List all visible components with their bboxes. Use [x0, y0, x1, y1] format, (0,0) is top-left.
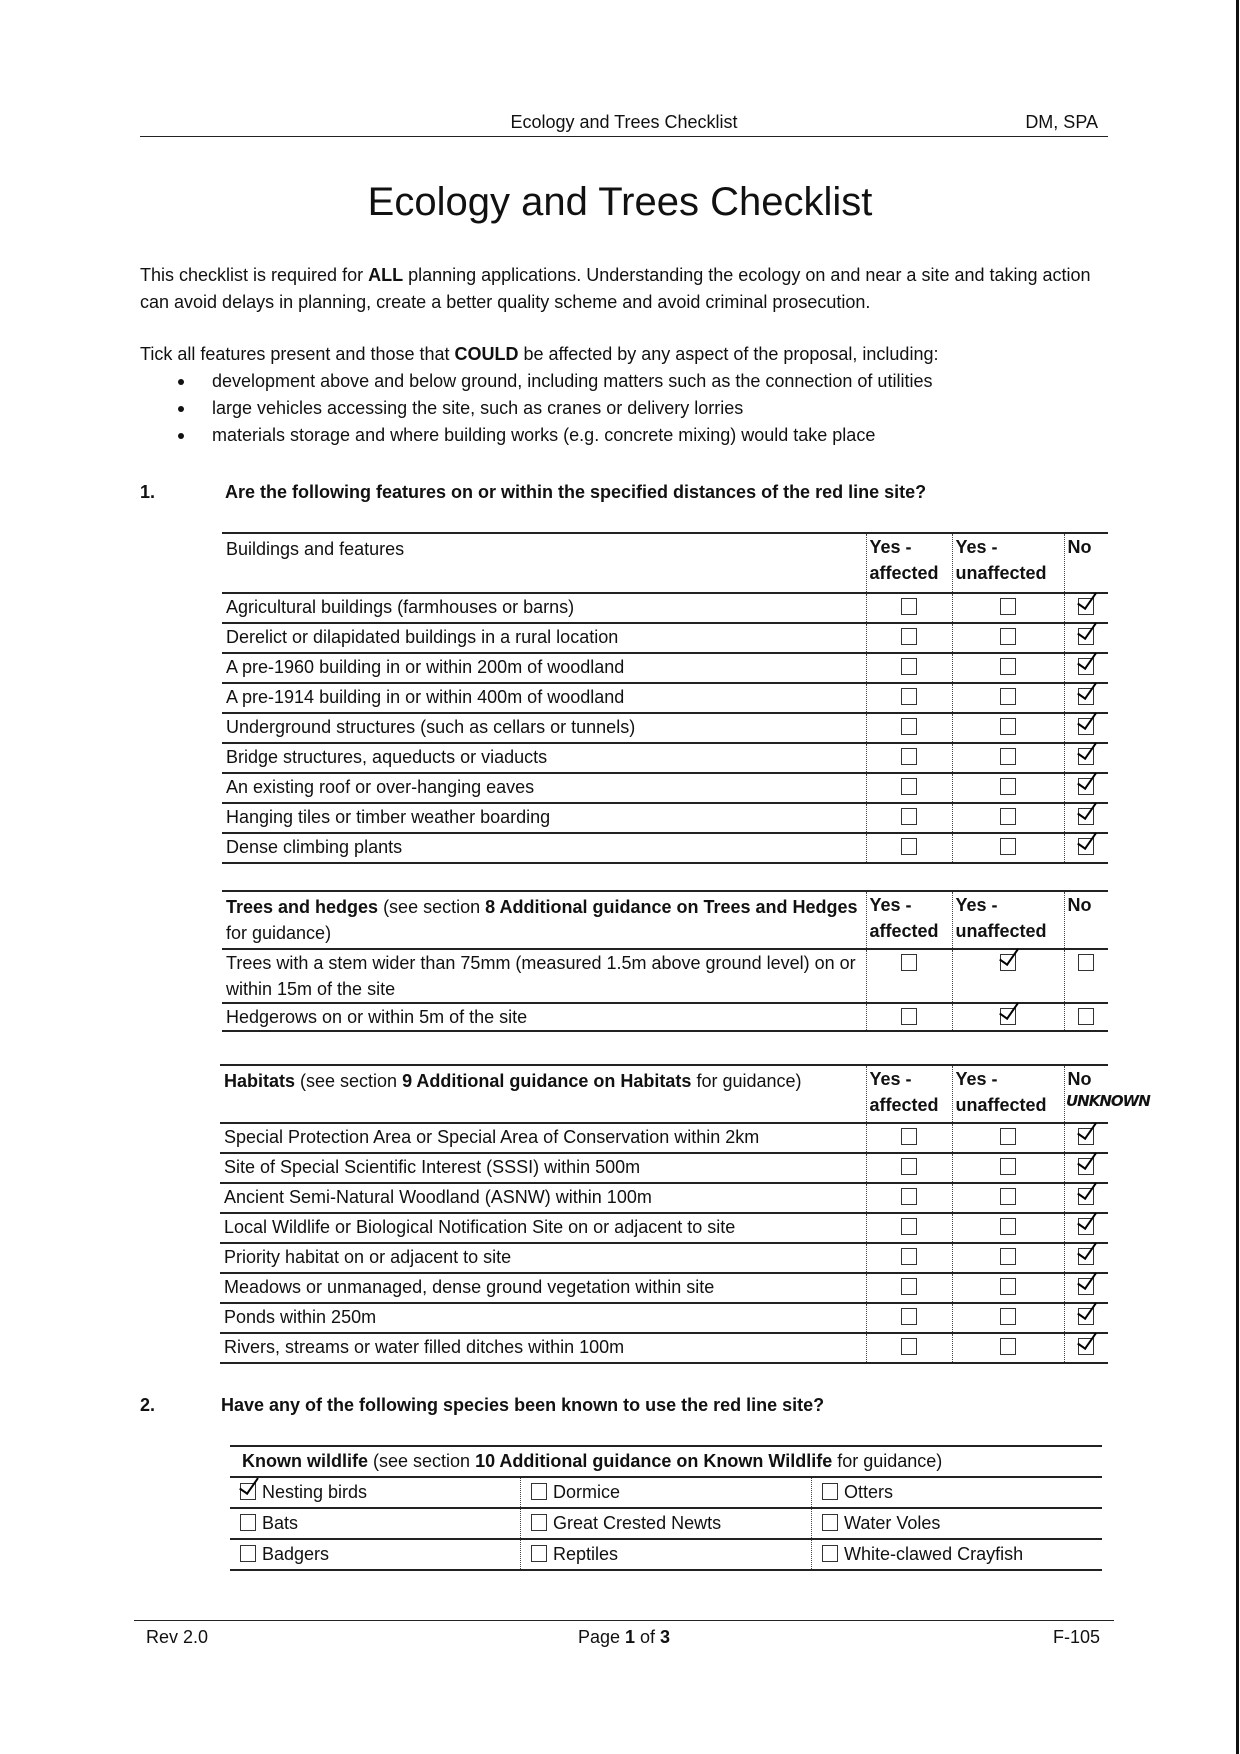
col-no: No: [1064, 891, 1108, 949]
cell-yes-affected: [866, 949, 952, 1003]
cell-yes-unaffected: [952, 683, 1064, 713]
row-label: Ponds within 250m: [220, 1303, 866, 1333]
checkbox-icon[interactable]: [901, 1218, 917, 1235]
cell-no: [1064, 949, 1108, 1003]
cell-yes-affected: [866, 773, 952, 803]
table-row: [222, 683, 1108, 713]
habitats-table: [220, 1064, 1108, 1364]
wildlife-label: Otters: [844, 1482, 894, 1502]
cell-yes-unaffected: [952, 1183, 1064, 1213]
cell-no: [1064, 1303, 1108, 1333]
cell-no: [1064, 653, 1108, 683]
cell-no: [1064, 593, 1108, 623]
wildlife-label: Great Crested Newts: [553, 1513, 722, 1533]
col-label: unaffected: [955, 1095, 1047, 1115]
cell-yes-affected: [866, 653, 952, 683]
row-label: Derelict or dilapidated buildings in a rural location: [222, 623, 866, 653]
checkbox-icon[interactable]: [822, 1545, 838, 1562]
table-row: [220, 1303, 1108, 1333]
question-text: Have any of the following species been known to use the red line site?: [221, 1395, 825, 1415]
row-label: Meadows or unmanaged, dense ground vegetation within site: [220, 1273, 866, 1303]
cell-yes-affected: [866, 1123, 952, 1153]
row-label: Special Protection Area or Special Area of Conservation within 2km: [220, 1123, 866, 1153]
page-of: of: [635, 1627, 661, 1647]
buildings-table: [222, 532, 1108, 864]
table-row: [222, 1003, 1108, 1031]
row-label: Underground structures (such as cellars or tunnels): [222, 713, 866, 743]
checkbox-icon[interactable]: [901, 838, 917, 855]
cell-no: [1064, 1123, 1108, 1153]
tick-text: Tick all features present and those that: [140, 344, 455, 364]
cell-yes-unaffected: [952, 1273, 1064, 1303]
cell-yes-affected: [866, 1273, 952, 1303]
heading-bold: 9 Additional guidance on Habitats: [402, 1071, 692, 1091]
table-row: [220, 1243, 1108, 1273]
cell-yes-affected: [866, 713, 952, 743]
row-label: Trees with a stem wider than 75mm (measured 1.5m above ground level) on or within 15m of the site: [222, 949, 866, 1003]
table-row: [222, 949, 1108, 1003]
checkbox-icon[interactable]: [1000, 688, 1016, 705]
table-row: [220, 1123, 1108, 1153]
checkbox-icon[interactable]: [901, 598, 917, 615]
row-label: Priority habitat on or adjacent to site: [220, 1243, 866, 1273]
checked-checkbox-icon[interactable]: [1078, 808, 1094, 825]
wildlife-option[interactable]: [521, 1477, 812, 1508]
col-yes-affected: [866, 533, 952, 593]
checkbox-icon[interactable]: [901, 1188, 917, 1205]
checkbox-icon[interactable]: [240, 1545, 256, 1562]
cell-no: [1064, 1333, 1108, 1363]
cell-no: [1064, 713, 1108, 743]
checkbox-icon[interactable]: [1000, 628, 1016, 645]
habitats-heading: [220, 1065, 866, 1123]
row-label: Dense climbing plants: [222, 833, 866, 863]
checkbox-icon[interactable]: [531, 1514, 547, 1531]
cell-yes-affected: [866, 1003, 952, 1031]
wildlife-label: Bats: [262, 1513, 299, 1533]
checkbox-icon[interactable]: [901, 718, 917, 735]
question-number: 1.: [140, 482, 156, 502]
cell-yes-unaffected: [952, 1213, 1064, 1243]
checkbox-icon[interactable]: [901, 1008, 917, 1025]
row-label: A pre-1960 building in or within 200m of woodland: [222, 653, 866, 683]
checkbox-icon[interactable]: [901, 1248, 917, 1265]
tick-text-rest: be affected by any aspect of the proposal, including:: [518, 344, 939, 364]
checked-checkbox-icon[interactable]: [240, 1483, 256, 1500]
table-row: [222, 623, 1108, 653]
header-title: Ecology and Trees Checklist: [510, 112, 738, 132]
cell-yes-unaffected: [952, 1303, 1064, 1333]
wildlife-label: Reptiles: [553, 1544, 619, 1564]
row-label: An existing roof or over-hanging eaves: [222, 773, 866, 803]
checked-checkbox-icon[interactable]: [1078, 1158, 1094, 1175]
table-row: [230, 1508, 1102, 1539]
cell-yes-affected: [866, 623, 952, 653]
wildlife-option[interactable]: [230, 1539, 521, 1570]
cell-yes-affected: [866, 833, 952, 863]
cell-yes-unaffected: [952, 1333, 1064, 1363]
checkbox-icon[interactable]: [1000, 1188, 1016, 1205]
list-item-text: large vehicles accessing the site, such as cranes or delivery lorries: [212, 398, 744, 418]
wildlife-option[interactable]: [812, 1539, 1102, 1570]
checkbox-icon[interactable]: [1000, 1308, 1016, 1325]
intro-emphasis: ALL: [368, 265, 404, 285]
row-label: Rivers, streams or water filled ditches within 100m: [220, 1333, 866, 1363]
checkbox-icon[interactable]: [1000, 1278, 1016, 1295]
wildlife-label: Dormice: [553, 1482, 621, 1502]
checkbox-icon[interactable]: [1000, 1158, 1016, 1175]
checked-checkbox-icon[interactable]: [1078, 748, 1094, 765]
heading-bold: Known wildlife: [242, 1451, 368, 1471]
cell-no: [1064, 1183, 1108, 1213]
checkbox-icon[interactable]: [901, 778, 917, 795]
table-header-row: [220, 1065, 1108, 1123]
handwritten-unknown-note: UNKNOWN: [1066, 1092, 1150, 1110]
wildlife-option[interactable]: [521, 1508, 812, 1539]
col-no: No: [1064, 533, 1108, 593]
table-header-row: [222, 891, 1108, 949]
table-header-row: [222, 533, 1108, 593]
col-yes-affected: [866, 891, 952, 949]
col-label: Yes -: [869, 537, 912, 557]
heading-bold: 8 Additional guidance on Trees and Hedges: [485, 897, 858, 917]
question-text: Are the following features on or within the specified distances of the red line site?: [225, 482, 927, 502]
cell-yes-affected: [866, 593, 952, 623]
checked-checkbox-icon[interactable]: [1078, 778, 1094, 795]
checkbox-icon[interactable]: [1000, 838, 1016, 855]
scan-page-edge: [1236, 0, 1239, 1754]
checkbox-icon[interactable]: [1000, 658, 1016, 675]
table-row: [220, 1153, 1108, 1183]
cell-yes-affected: [866, 1333, 952, 1363]
heading-text: (see section: [368, 1451, 476, 1471]
heading-text: for guidance): [691, 1071, 802, 1091]
header-code: DM, SPA: [1025, 112, 1098, 132]
checkbox-icon[interactable]: [901, 954, 917, 971]
cell-yes-unaffected: [952, 1153, 1064, 1183]
checkbox-icon[interactable]: [901, 658, 917, 675]
checked-checkbox-icon[interactable]: [1000, 1008, 1016, 1025]
checked-checkbox-icon[interactable]: [1078, 1188, 1094, 1205]
table-row: [222, 713, 1108, 743]
col-label: affected: [869, 921, 939, 941]
total-pages: 3: [660, 1627, 671, 1647]
table-row: [220, 1273, 1108, 1303]
cell-yes-unaffected: [952, 803, 1064, 833]
intro-paragraph: [140, 262, 1100, 316]
checkbox-icon[interactable]: [1078, 954, 1094, 971]
checked-checkbox-icon[interactable]: [1000, 954, 1016, 971]
cell-no: [1064, 1243, 1108, 1273]
wildlife-label: White-clawed Crayfish: [844, 1544, 1024, 1564]
intro-text: This checklist is required for: [140, 265, 369, 285]
trees-table: [222, 890, 1108, 1032]
cell-no: [1064, 833, 1108, 863]
checkbox-icon[interactable]: [1000, 808, 1016, 825]
checkbox-icon[interactable]: [1000, 748, 1016, 765]
running-header: [140, 110, 1108, 137]
table-row: [222, 743, 1108, 773]
checkbox-icon[interactable]: [901, 748, 917, 765]
list-item: [140, 422, 1100, 449]
col-label: Yes -: [869, 895, 912, 915]
table-row: [230, 1539, 1102, 1570]
cell-no: [1064, 1003, 1108, 1031]
col-yes-affected: [866, 1065, 952, 1123]
checked-checkbox-icon[interactable]: [1078, 718, 1094, 735]
wildlife-heading: [230, 1446, 1102, 1477]
checkbox-icon[interactable]: [1000, 1128, 1016, 1145]
cell-yes-unaffected: [952, 713, 1064, 743]
checked-checkbox-icon[interactable]: [1078, 1338, 1094, 1355]
checkbox-icon[interactable]: [901, 1128, 917, 1145]
cell-yes-affected: [866, 743, 952, 773]
checked-checkbox-icon[interactable]: [1078, 658, 1094, 675]
checkbox-icon[interactable]: [901, 1158, 917, 1175]
cell-yes-affected: [866, 683, 952, 713]
cell-yes-unaffected: [952, 773, 1064, 803]
cell-yes-unaffected: [952, 653, 1064, 683]
table-row: [230, 1477, 1102, 1508]
current-page: 1: [625, 1627, 636, 1647]
col-yes-unaffected: [952, 533, 1064, 593]
checkbox-icon[interactable]: [901, 628, 917, 645]
checkbox-icon[interactable]: [1000, 1248, 1016, 1265]
row-label: Hedgerows on or within 5m of the site: [222, 1003, 866, 1031]
wildlife-label: Badgers: [262, 1544, 330, 1564]
heading-bold: Trees and hedges: [226, 897, 379, 917]
revision: Rev 2.0: [146, 1627, 209, 1647]
col-label: Yes -: [955, 537, 998, 557]
heading-bold: 10 Additional guidance on Known Wildlife: [475, 1451, 833, 1471]
wildlife-label: Nesting birds: [262, 1482, 368, 1502]
bullet-icon: [178, 379, 184, 385]
checked-checkbox-icon[interactable]: [1078, 1248, 1094, 1265]
heading-text: for guidance): [226, 923, 332, 943]
table-row: [220, 1213, 1108, 1243]
checked-checkbox-icon[interactable]: [1078, 1278, 1094, 1295]
table-row: [222, 803, 1108, 833]
heading-text: (see section: [295, 1071, 403, 1091]
table-row: [220, 1333, 1108, 1363]
cell-no: [1064, 1153, 1108, 1183]
list-item: [140, 368, 1100, 395]
checkbox-icon[interactable]: [1078, 1008, 1094, 1025]
list-item-text: development above and below ground, including matters such as the connection of utilities: [212, 371, 933, 391]
tick-emphasis: COULD: [454, 344, 519, 364]
cell-yes-unaffected: [952, 593, 1064, 623]
col-yes-unaffected: [952, 891, 1064, 949]
wildlife-label: Water Voles: [844, 1513, 941, 1533]
cell-no: [1064, 1273, 1108, 1303]
checkbox-icon[interactable]: [1000, 718, 1016, 735]
cell-yes-affected: [866, 1183, 952, 1213]
col-label: Yes -: [955, 895, 998, 915]
proposal-aspects-list: [140, 368, 1100, 449]
checked-checkbox-icon[interactable]: [1078, 838, 1094, 855]
cell-yes-affected: [866, 1303, 952, 1333]
intro-text-rest: planning applications. Understanding the ecology on and near a site and taking action can avoid delays in planning, create a better quality scheme and avoid criminal prosecution.: [140, 265, 1091, 312]
checkbox-icon[interactable]: [901, 1278, 917, 1295]
checkbox-icon[interactable]: [531, 1483, 547, 1500]
list-item: [140, 395, 1100, 422]
checked-checkbox-icon[interactable]: [1078, 598, 1094, 615]
table-header-row: [230, 1446, 1102, 1477]
col-no: No: [1064, 1065, 1108, 1123]
cell-yes-unaffected: [952, 743, 1064, 773]
checked-checkbox-icon[interactable]: [1078, 628, 1094, 645]
table-row: [222, 593, 1108, 623]
col-label: unaffected: [955, 563, 1047, 583]
row-label: Bridge structures, aqueducts or viaducts: [222, 743, 866, 773]
wildlife-option[interactable]: [230, 1508, 521, 1539]
checkbox-icon[interactable]: [240, 1514, 256, 1531]
page-label: Page: [577, 1627, 625, 1647]
col-label: Yes -: [955, 1069, 998, 1089]
row-label: Agricultural buildings (farmhouses or barns): [222, 593, 866, 623]
cell-yes-unaffected: [952, 833, 1064, 863]
cell-yes-unaffected: [952, 1243, 1064, 1273]
cell-no: [1064, 803, 1108, 833]
checkbox-icon[interactable]: [1000, 1338, 1016, 1355]
cell-no: [1064, 623, 1108, 653]
heading-text: for guidance): [832, 1451, 943, 1471]
checkbox-icon[interactable]: [901, 1338, 917, 1355]
checkbox-icon[interactable]: [822, 1483, 838, 1500]
row-label: Hanging tiles or timber weather boarding: [222, 803, 866, 833]
bullet-icon: [178, 406, 184, 412]
buildings-heading: Buildings and features: [222, 533, 866, 593]
known-wildlife-table: [230, 1445, 1102, 1571]
table-row: [222, 833, 1108, 863]
row-label: Site of Special Scientific Interest (SSSI) within 500m: [220, 1153, 866, 1183]
checkbox-icon[interactable]: [531, 1545, 547, 1562]
checkbox-icon[interactable]: [901, 1308, 917, 1325]
col-label: unaffected: [955, 921, 1047, 941]
table-row: [222, 653, 1108, 683]
wildlife-option[interactable]: [230, 1477, 521, 1508]
row-label: Local Wildlife or Biological Notification Site on or adjacent to site: [220, 1213, 866, 1243]
col-label: Yes -: [869, 1069, 912, 1089]
cell-yes-affected: [866, 1243, 952, 1273]
row-label: A pre-1914 building in or within 400m of woodland: [222, 683, 866, 713]
cell-no: [1064, 743, 1108, 773]
cell-no: [1064, 773, 1108, 803]
cell-yes-unaffected: [952, 623, 1064, 653]
cell-yes-unaffected: [952, 1123, 1064, 1153]
page-number: [134, 1627, 1114, 1648]
heading-text: (see section: [378, 897, 486, 917]
cell-yes-affected: [866, 803, 952, 833]
row-label: Ancient Semi-Natural Woodland (ASNW) within 100m: [220, 1183, 866, 1213]
heading-bold: Habitats: [224, 1071, 296, 1091]
cell-yes-unaffected: [952, 949, 1064, 1003]
col-label: affected: [869, 563, 939, 583]
checkbox-icon[interactable]: [1000, 1218, 1016, 1235]
col-yes-unaffected: [952, 1065, 1064, 1123]
trees-heading: [222, 891, 866, 949]
cell-no: [1064, 683, 1108, 713]
bullet-icon: [178, 433, 184, 439]
table-row: [222, 773, 1108, 803]
cell-no: [1064, 1213, 1108, 1243]
checkbox-icon[interactable]: [1000, 598, 1016, 615]
wildlife-option[interactable]: [521, 1539, 812, 1570]
wildlife-option[interactable]: [812, 1477, 1102, 1508]
table-row: [220, 1183, 1108, 1213]
checked-checkbox-icon[interactable]: [1078, 1308, 1094, 1325]
col-label: affected: [869, 1095, 939, 1115]
checkbox-icon[interactable]: [1000, 778, 1016, 795]
page-title: Ecology and Trees Checklist: [367, 180, 873, 224]
form-code: F-105: [1052, 1627, 1100, 1647]
wildlife-option[interactable]: [812, 1508, 1102, 1539]
checkbox-icon[interactable]: [822, 1514, 838, 1531]
checked-checkbox-icon[interactable]: [1078, 688, 1094, 705]
checkbox-icon[interactable]: [901, 808, 917, 825]
cell-yes-affected: [866, 1213, 952, 1243]
list-item-text: materials storage and where building works (e.g. concrete mixing) would take place: [212, 425, 876, 445]
cell-yes-unaffected: [952, 1003, 1064, 1031]
checked-checkbox-icon[interactable]: [1078, 1218, 1094, 1235]
cell-yes-affected: [866, 1153, 952, 1183]
page-footer: [134, 1620, 1114, 1651]
checkbox-icon[interactable]: [901, 688, 917, 705]
checked-checkbox-icon[interactable]: [1078, 1128, 1094, 1145]
question-number: 2.: [140, 1395, 156, 1415]
tick-instructions: [140, 341, 1100, 368]
